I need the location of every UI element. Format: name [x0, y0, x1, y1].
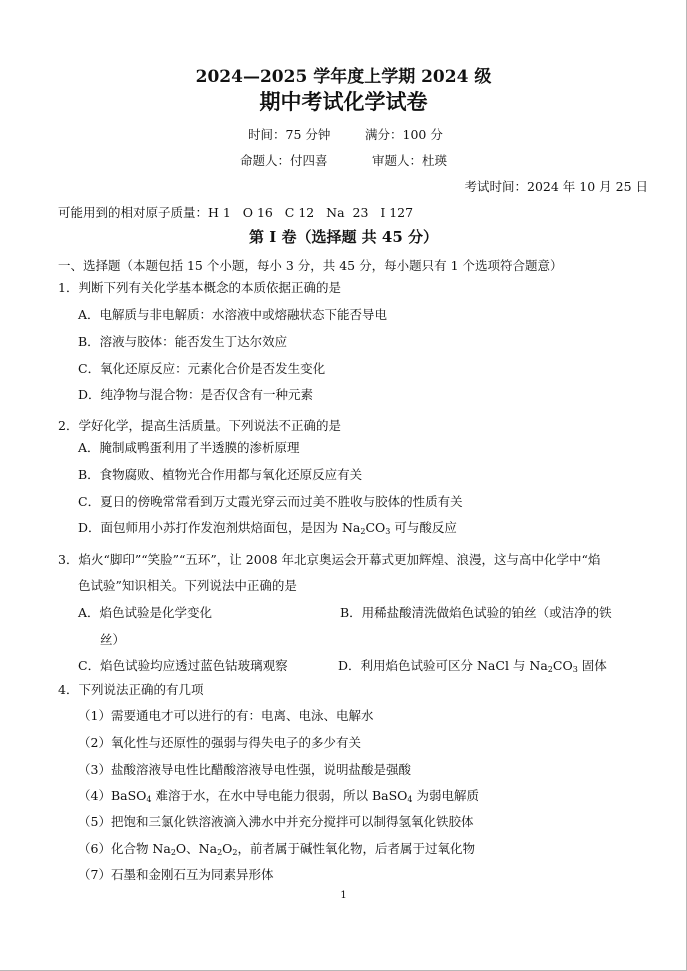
subscript: 2: [170, 848, 176, 857]
option-c: C．氧化还原反应：元素化合价是否发生变化: [78, 361, 326, 376]
option-d: D．纯净物与混合物：是否仅含有一种元素: [78, 387, 314, 402]
statement-6: [78, 839, 475, 857]
statement-text: ，前者属于碱性氧化物，后者属于过氧化物: [237, 841, 476, 856]
question-stem: 1．判断下列有关化学基本概念的本质依据正确的是: [58, 280, 341, 295]
statement-7: （7）石墨和金刚石互为同素异形体: [78, 867, 274, 882]
full-score: 满分：100 分: [365, 127, 443, 142]
option-d: [338, 656, 607, 674]
option-b-continued: 丝）: [100, 632, 126, 647]
statement-2: （2）氧化性与还原性的强弱与得失电子的多少有关: [78, 735, 361, 750]
exam-date: 考试时间：2024 年 10 月 25 日: [464, 179, 648, 194]
option-text: CO: [552, 658, 573, 673]
atomic-mass-reference: 可能用到的相对原子质量：H 1 O 16 C 12 Na 23 I 127: [58, 205, 414, 220]
statement-text: （4）BaSO: [78, 788, 147, 803]
option-text: D．利用焰色试验可区分 NaCl 与 Na: [338, 658, 548, 673]
statement-3: （3）盐酸溶液导电性比醋酸溶液导电性强，说明盐酸是强酸: [78, 762, 411, 777]
subscript: 2: [217, 848, 223, 857]
option-text: 可与酸反应: [390, 520, 457, 535]
option-text: CO: [365, 520, 386, 535]
option-b: B．溶液与胶体：能否发生丁达尔效应: [78, 334, 288, 349]
subscript: 4: [407, 795, 413, 804]
statement-text: O、Na: [175, 841, 218, 856]
statement-text: O: [222, 841, 233, 856]
section-title: 第 I 卷（选择题 共 45 分）: [248, 228, 438, 246]
question-stem: 3．焰火“脚印”“笑脸”“五环”，让 2008 年北京奥运会开幕式更加辉煌、浪漫，这与高中化学中“焰: [58, 552, 601, 567]
option-b: B．食物腐败、植物光合作用都与氧化还原反应有关: [78, 467, 363, 482]
option-c: C．焰色试验均应透过蓝色钴玻璃观察: [78, 658, 288, 673]
option-text: 固体: [577, 658, 607, 673]
question-stem: 2．学好化学，提高生活质量。下列说法不正确的是: [58, 418, 341, 433]
subscript: 2: [360, 527, 366, 536]
option-a: A．焰色试验是化学变化: [78, 605, 213, 620]
option-c: C．夏日的傍晚常常看到万丈霞光穿云而过美不胜收与胶体的性质有关: [78, 494, 463, 509]
option-a: A．电解质与非电解质：水溶液中或熔融状态下能否导电: [78, 307, 388, 322]
statement-4: [78, 786, 479, 804]
statement-text: （6）化合物 Na: [78, 841, 171, 856]
exam-duration: 时间：75 分钟: [248, 127, 331, 142]
question-setter: 命题人：付四喜: [240, 153, 328, 168]
option-d: [78, 518, 457, 536]
option-a: A．腌制咸鸭蛋利用了半透膜的渗析原理: [78, 440, 300, 455]
section-instructions: 一、选择题（本题包括 15 个小题，每小 3 分，共 45 分，每小题只有 1 个选项符合题意）: [58, 258, 563, 273]
question-stem: 4．下列说法正确的有几项: [58, 682, 204, 697]
subscript: 4: [146, 795, 152, 804]
statement-1: （1）需要通电才可以进行的有：电离、电泳、电解水: [78, 708, 374, 723]
subscript: 3: [385, 527, 391, 536]
statement-text: 为弱电解质: [412, 788, 479, 803]
question-stem-continued: 色试验”知识相关。下列说法中正确的是: [78, 578, 297, 593]
reviewer: 审题人：杜瑛: [372, 153, 448, 168]
subscript: 2: [547, 665, 553, 674]
subscript: 3: [572, 665, 578, 674]
statement-5: （5）把饱和三氯化铁溶液滴入沸水中并充分搅拌可以制得氢氧化铁胶体: [78, 814, 474, 829]
subscript: 2: [232, 848, 238, 857]
statement-text: 难溶于水，在水中导电能力很弱，所以 BaSO: [151, 788, 408, 803]
page-number: 1: [340, 890, 347, 901]
title-line-1: 2024—2025 学年度上学期 2024 级: [195, 67, 492, 87]
title-line-2: 期中考试化学试卷: [259, 89, 428, 114]
option-b: B．用稀盐酸清洗做焰色试验的铂丝（或洁净的铁: [340, 605, 612, 620]
option-text: D．面包师用小苏打作发泡剂烘焙面包，是因为 Na: [78, 520, 361, 535]
